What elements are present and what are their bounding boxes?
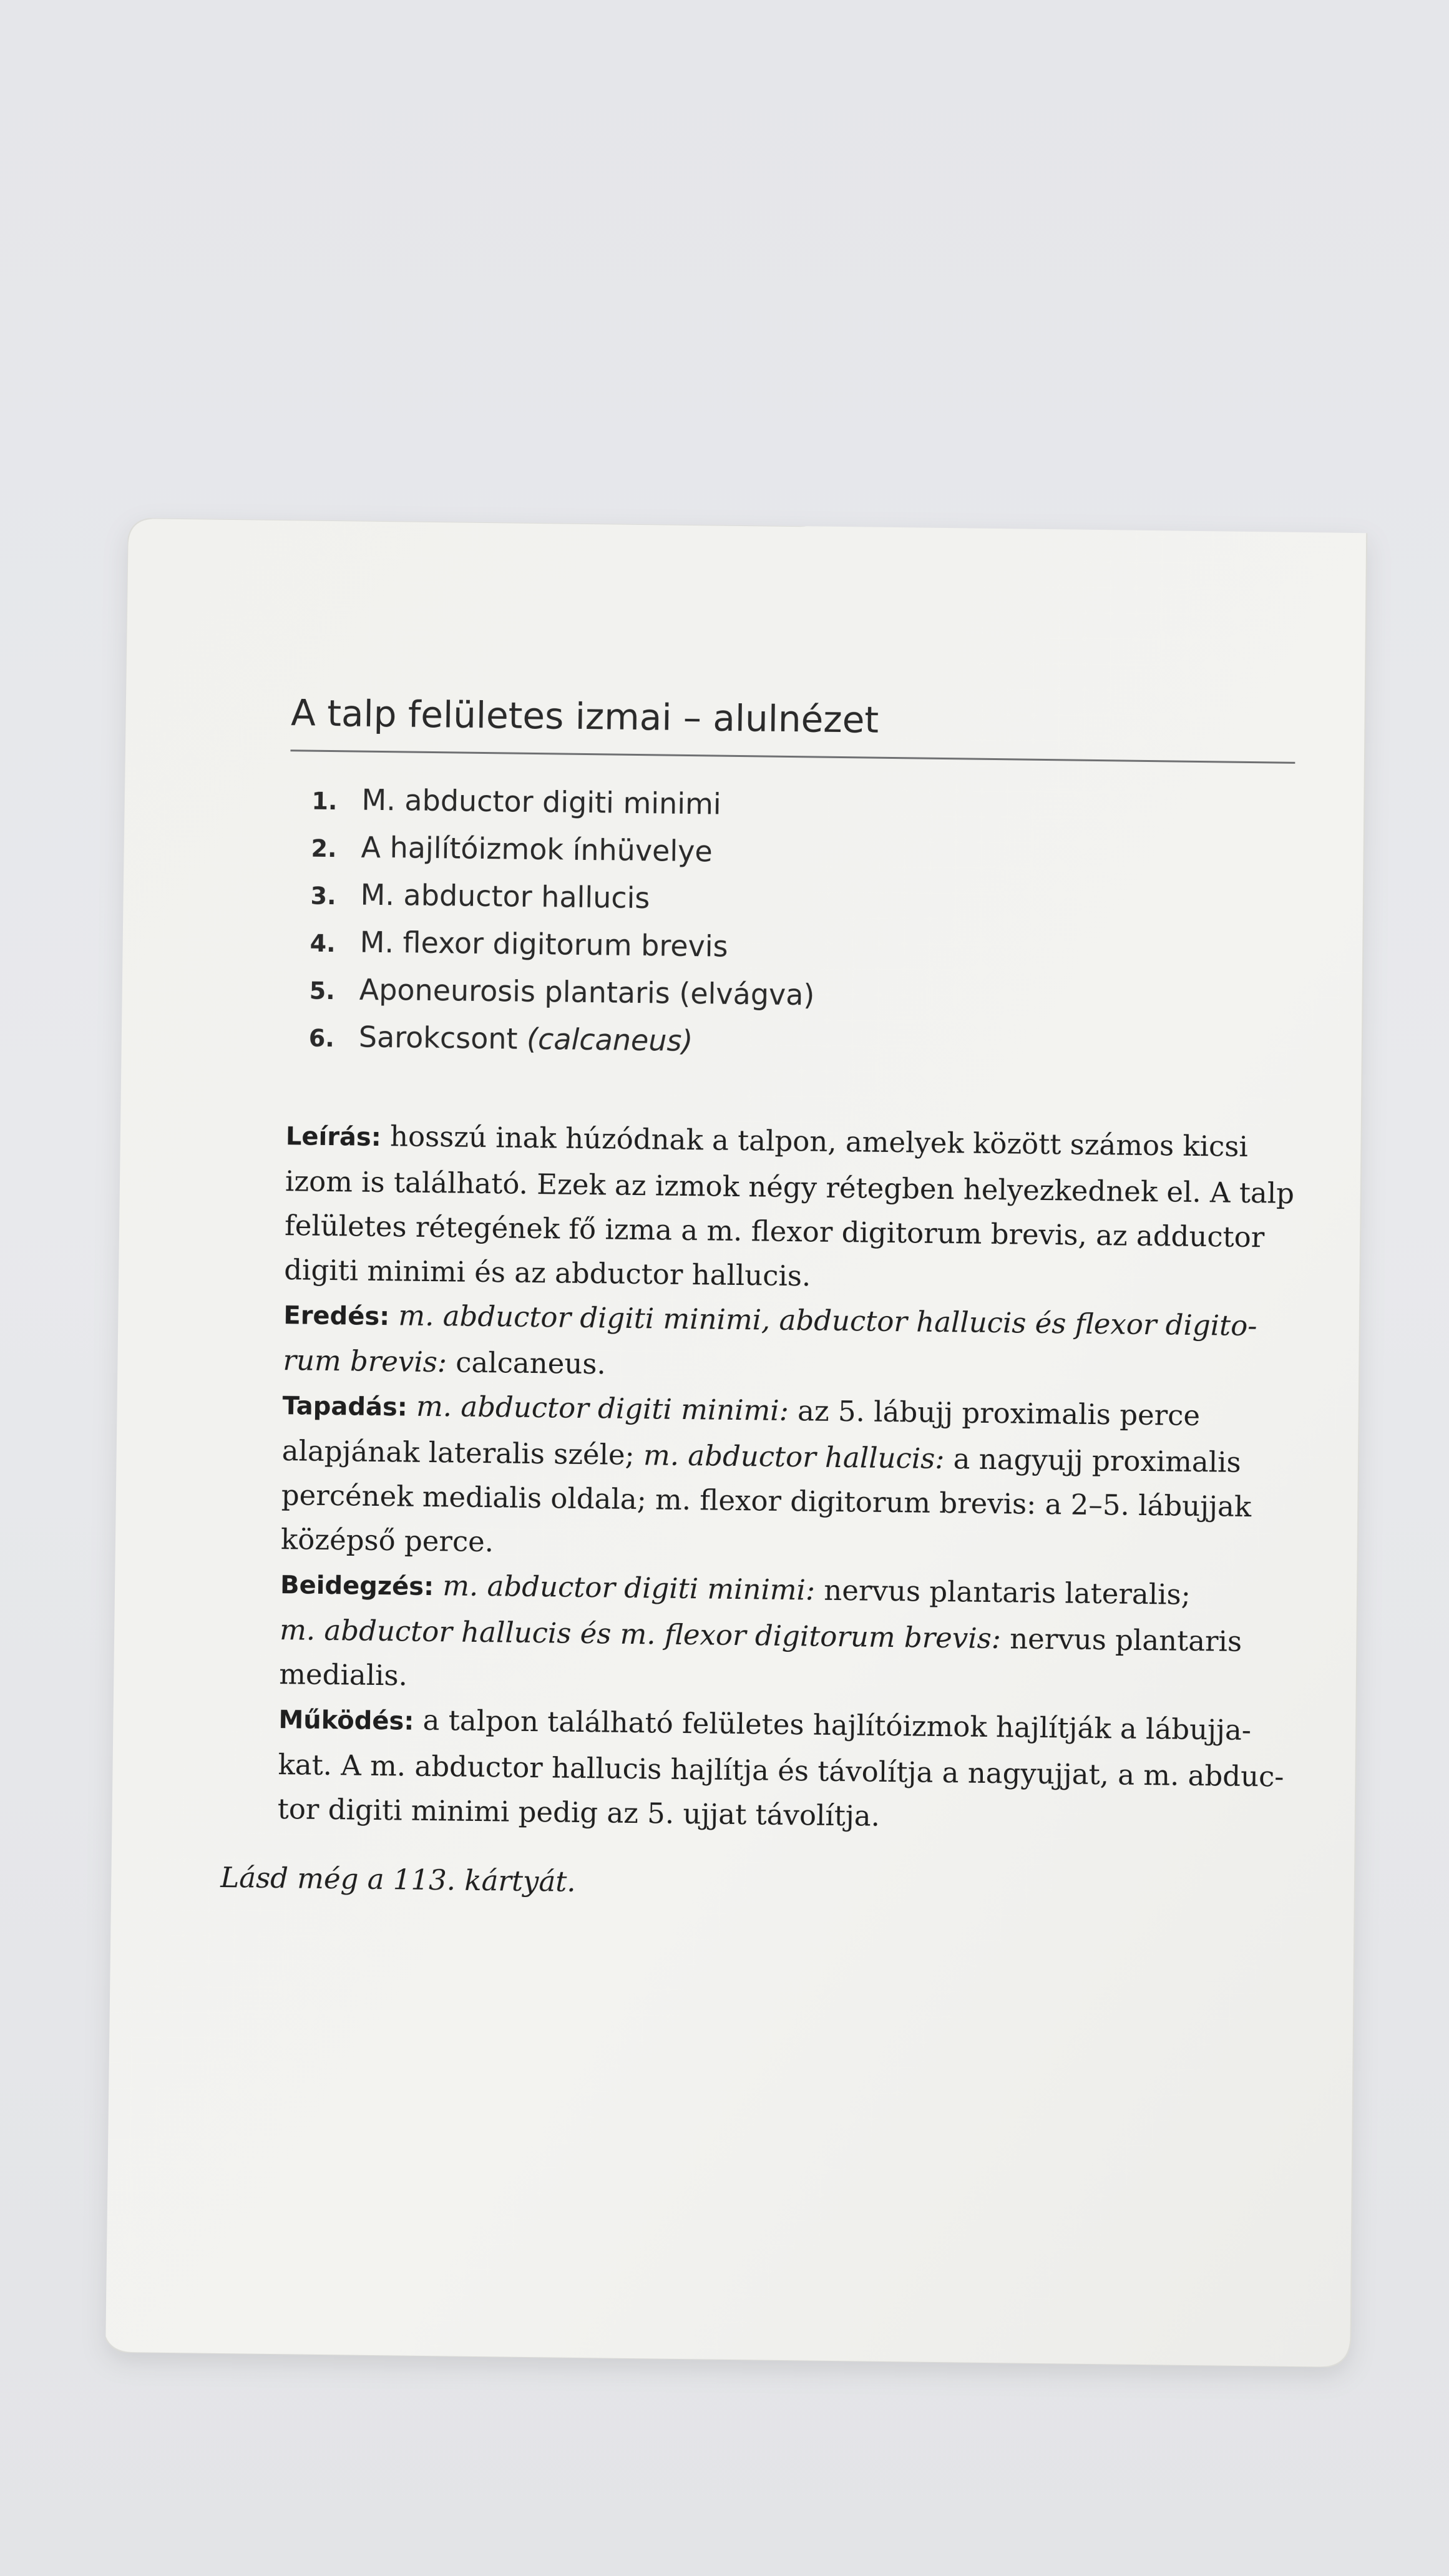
legend-number: 6. — [308, 1024, 334, 1053]
tapadas-line: középső perce. — [280, 1523, 494, 1559]
leiras-label: Leírás: — [285, 1122, 382, 1153]
legend-item — [311, 783, 817, 836]
anatomy-card — [105, 518, 1376, 2368]
eredes-italic: rum brevis: — [283, 1344, 447, 1379]
legend-number: 2. — [311, 834, 337, 863]
legend-text: M. flexor digitorum brevis — [359, 925, 728, 964]
description-block — [277, 1113, 1309, 1843]
legend-item — [308, 1020, 814, 1073]
legend-text: Aponeurosis plantaris (elvágva) — [359, 972, 815, 1012]
legend-text: Sarokcsont — [358, 1020, 527, 1056]
eredes-italic: m. abductor digiti minimi, abductor hallucis és flexor digito- — [389, 1299, 1257, 1343]
tapadas-label: Tapadás: — [282, 1392, 408, 1422]
legend-text-italic: (calcaneus) — [526, 1022, 693, 1058]
card-title: A talp felületes izmai – alulnézet — [290, 691, 879, 741]
legend-item — [311, 830, 816, 884]
tapadas-line: percének medialis oldala; m. flexor digitorum brevis: a 2–5. lábujjak — [281, 1478, 1252, 1524]
beidegzes-text: nervus plantaris lateralis; — [814, 1573, 1191, 1611]
eredes-text: calcaneus. — [446, 1345, 607, 1381]
legend-item — [310, 877, 816, 931]
legend-text: M. abductor hallucis — [360, 877, 650, 915]
legend-item — [309, 972, 814, 1026]
tapadas-text: alapjának lateralis széle; — [281, 1434, 644, 1472]
beidegzes-line: medialis. — [279, 1657, 408, 1692]
tapadas-text: a nagyujj proximalis — [944, 1442, 1241, 1479]
legend-text: M. abductor digiti minimi — [361, 783, 722, 821]
leiras-text: hosszú inak húzódnak a talpon, amelyek között számos kicsi — [381, 1120, 1249, 1164]
beidegzes-italic: m. abductor digiti minimi: — [433, 1569, 816, 1607]
legend-text: A hajlítóizmok ínhüvelye — [361, 830, 713, 869]
legend-item — [310, 925, 815, 978]
mukodes-text: a talpon található felületes hajlítóizmok hajlítják a lábujja- — [414, 1703, 1252, 1747]
tapadas-text: az 5. lábujj proximalis perce — [788, 1394, 1201, 1433]
see-also-note: Lásd még a 113. kártyát. — [220, 1860, 576, 1898]
legend-number: 1. — [311, 787, 338, 816]
mukodes-line: kat. A m. abductor hallucis hajlítja és távolítja a nagyujjat, a m. abduc- — [278, 1748, 1284, 1793]
beidegzes-text: nervus plantaris — [1000, 1622, 1242, 1658]
legend-number: 5. — [309, 977, 335, 1005]
legend-number: 4. — [310, 929, 336, 958]
beidegzes-label: Beidegzés: — [280, 1571, 434, 1602]
mukodes-line: tor digiti minimi pedig az 5. ujjat távolítja. — [277, 1792, 881, 1833]
card-content — [105, 518, 1376, 2368]
leiras-line: digiti minimi és az abductor hallucis. — [283, 1253, 811, 1293]
legend-number: 3. — [310, 882, 336, 910]
tapadas-italic: m. abductor digiti minimi: — [407, 1389, 789, 1428]
tapadas-italic: m. abductor hallucis: — [643, 1438, 945, 1476]
title-divider — [290, 749, 1295, 764]
beidegzes-italic: m. abductor hallucis és m. flexor digitorum brevis: — [279, 1613, 1002, 1656]
leiras-line: izom is található. Ezek az izmok négy rétegben helyezkednek el. A talp — [285, 1164, 1295, 1210]
legend-list — [308, 783, 817, 1073]
leiras-line: felületes rétegének fő izma a m. flexor digitorum brevis, az adductor — [284, 1209, 1265, 1254]
eredes-label: Eredés: — [283, 1301, 390, 1332]
mukodes-label: Működés: — [278, 1705, 414, 1736]
